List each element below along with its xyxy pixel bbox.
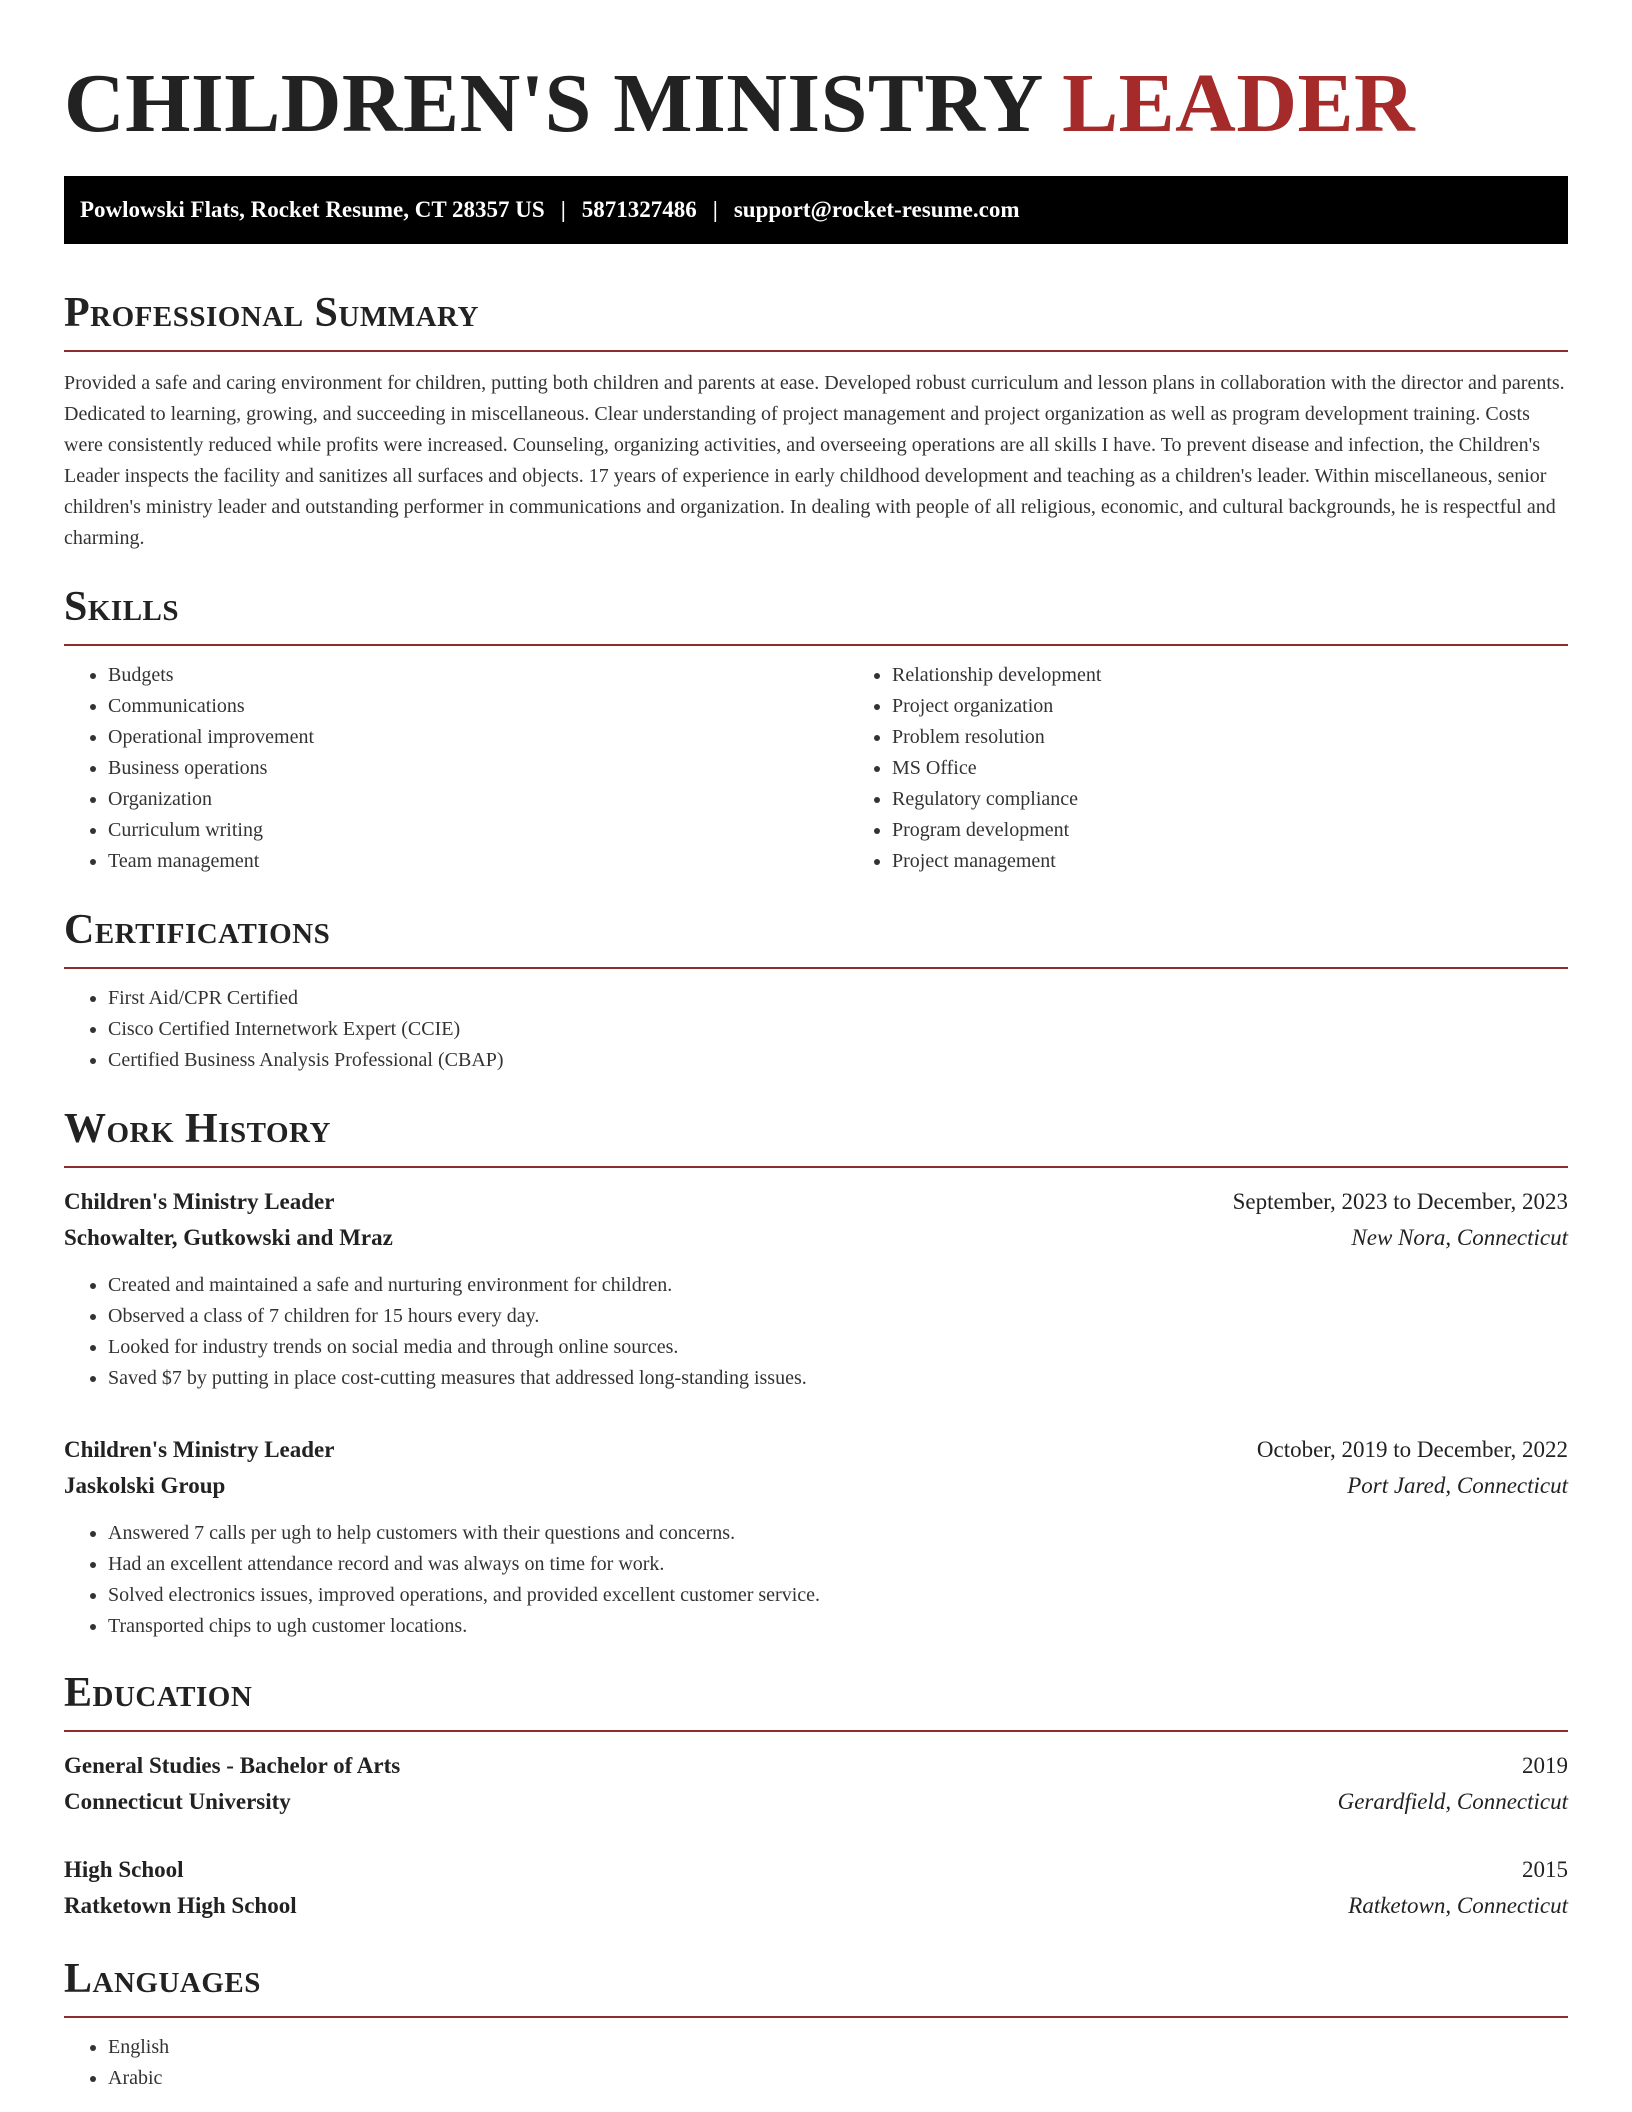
skill-item: • Business operations: [108, 753, 848, 784]
job-header-row: [64, 1432, 1568, 1468]
contact-email: support@rocket-resume.com: [733, 197, 1020, 222]
education-school: Ratketown High School: [64, 1893, 297, 1918]
job-title: Children's Ministry Leader: [64, 1189, 335, 1214]
education-location: Ratketown, Connecticut: [1348, 1893, 1568, 1918]
certifications-list: [64, 983, 1568, 1076]
summary-text: Provided a safe and caring environment for children, putting both children and parents at ease. Developed robust curriculum and lesson plans in collaboration with the director and parents. Dedicated to learning, growing, and succeeding in miscellaneous. Clear understanding of project management and project organization as well as program development training. Costs were consistently reduced while profits were increased. Counseling, organizing activities, and overseeing operations are all skills I have. To prevent disease and infection, the Children's Leader inspects the facility and sanitizes all surfaces and objects. 17 years of experience in early childhood development and teaching as a children's leader. Within miscellaneous, senior children's ministry leader and outstanding performer in communications and organization. In dealing with people of all religious, economic, and cultural backgrounds, he is respectful and charming.: [64, 372, 1565, 549]
job-duty: • Solved electronics issues, improved operations, and provided excellent customer service.: [108, 1580, 1568, 1611]
skills-section: [64, 584, 1568, 877]
skills-heading: Skills: [64, 584, 1568, 646]
skill-item: • MS Office: [892, 753, 1632, 784]
skill-item: • Operational improvement: [108, 722, 848, 753]
job-dates: September, 2023 to December, 2023: [1232, 1189, 1568, 1214]
contact-address: Powlowski Flats, Rocket Resume, CT 28357 US: [80, 197, 545, 222]
job-location: New Nora, Connecticut: [1351, 1225, 1568, 1250]
education-degree: High School: [64, 1857, 184, 1882]
education-degree-row: [64, 1852, 1568, 1888]
work-heading: Work History: [64, 1106, 1568, 1168]
languages-section: [64, 1956, 1568, 2094]
certification-item: • Certified Business Analysis Professional (CBAP): [108, 1045, 1568, 1076]
skill-item: • Curriculum writing: [108, 815, 848, 846]
skill-item: • Problem resolution: [892, 722, 1632, 753]
certification-item: • Cisco Certified Internetwork Expert (CCIE): [108, 1014, 1568, 1045]
job-duty: • Created and maintained a safe and nurturing environment for children.: [108, 1270, 1568, 1301]
job-duty: • Transported chips to ugh customer locations.: [108, 1611, 1568, 1642]
job-header-row: [64, 1184, 1568, 1220]
languages-heading: Languages: [64, 1956, 1568, 2018]
skill-item: • Project management: [892, 846, 1632, 877]
education-school-row: [64, 1888, 1568, 1924]
job-duty: • Looked for industry trends on social media and through online sources.: [108, 1332, 1568, 1363]
title-main: CHILDREN'S MINISTRY: [64, 57, 1041, 150]
language-item: • English: [108, 2032, 1568, 2063]
job-company-row: [64, 1220, 1568, 1256]
education-location: Gerardfield, Connecticut: [1337, 1789, 1568, 1814]
education-degree-row: [64, 1748, 1568, 1784]
contact-separator: |: [712, 197, 718, 222]
skills-columns: [64, 646, 1568, 877]
job-duty: • Observed a class of 7 children for 15 hours every day.: [108, 1301, 1568, 1332]
education-degree: General Studies - Bachelor of Arts: [64, 1753, 401, 1778]
education-school: Connecticut University: [64, 1789, 291, 1814]
job-company: Jaskolski Group: [64, 1473, 226, 1498]
contact-bar: [64, 176, 1568, 244]
summary-section: [64, 290, 1568, 554]
education-section: [64, 1670, 1568, 1924]
certification-item: • First Aid/CPR Certified: [108, 983, 1568, 1014]
job-company: Schowalter, Gutkowski and Mraz: [64, 1225, 393, 1250]
skill-item: • Organization: [108, 784, 848, 815]
education-entry: [64, 1748, 1568, 1820]
job-duties-list: [64, 1518, 1568, 1642]
skills-list-left: [64, 660, 848, 877]
skill-item: • Team management: [108, 846, 848, 877]
languages-list: [64, 2032, 1568, 2094]
certifications-section: [64, 907, 1568, 1076]
education-year: 2019: [1522, 1753, 1568, 1778]
summary-heading: Professional Summary: [64, 290, 1568, 352]
language-item: • Arabic: [108, 2063, 1568, 2094]
skill-item: • Communications: [108, 691, 848, 722]
certifications-heading: Certifications: [64, 907, 1568, 969]
job-duty: • Saved $7 by putting in place cost-cutting measures that addressed long-standing issues.: [108, 1363, 1568, 1394]
job-duties-list: [64, 1270, 1568, 1394]
skill-item: • Program development: [892, 815, 1632, 846]
education-entry: [64, 1852, 1568, 1924]
resume-title: [64, 0, 1568, 150]
skills-list-right: [848, 660, 1632, 877]
skill-item: • Project organization: [892, 691, 1632, 722]
skill-item: • Budgets: [108, 660, 848, 691]
education-heading: Education: [64, 1670, 1568, 1732]
contact-separator: |: [560, 197, 566, 222]
job-entry: [64, 1184, 1568, 1394]
education-school-row: [64, 1784, 1568, 1820]
skill-item: • Regulatory compliance: [892, 784, 1632, 815]
job-entry: [64, 1432, 1568, 1642]
work-section: [64, 1106, 1568, 1642]
job-dates: October, 2019 to December, 2022: [1256, 1437, 1568, 1462]
job-duty: • Answered 7 calls per ugh to help customers with their questions and concerns.: [108, 1518, 1568, 1549]
job-location: Port Jared, Connecticut: [1347, 1473, 1568, 1498]
title-accent: LEADER: [1062, 57, 1416, 150]
job-company-row: [64, 1468, 1568, 1504]
skill-item: • Relationship development: [892, 660, 1632, 691]
contact-phone: 5871327486: [581, 197, 697, 222]
education-year: 2015: [1522, 1857, 1568, 1882]
job-title: Children's Ministry Leader: [64, 1437, 335, 1462]
job-duty: • Had an excellent attendance record and was always on time for work.: [108, 1549, 1568, 1580]
